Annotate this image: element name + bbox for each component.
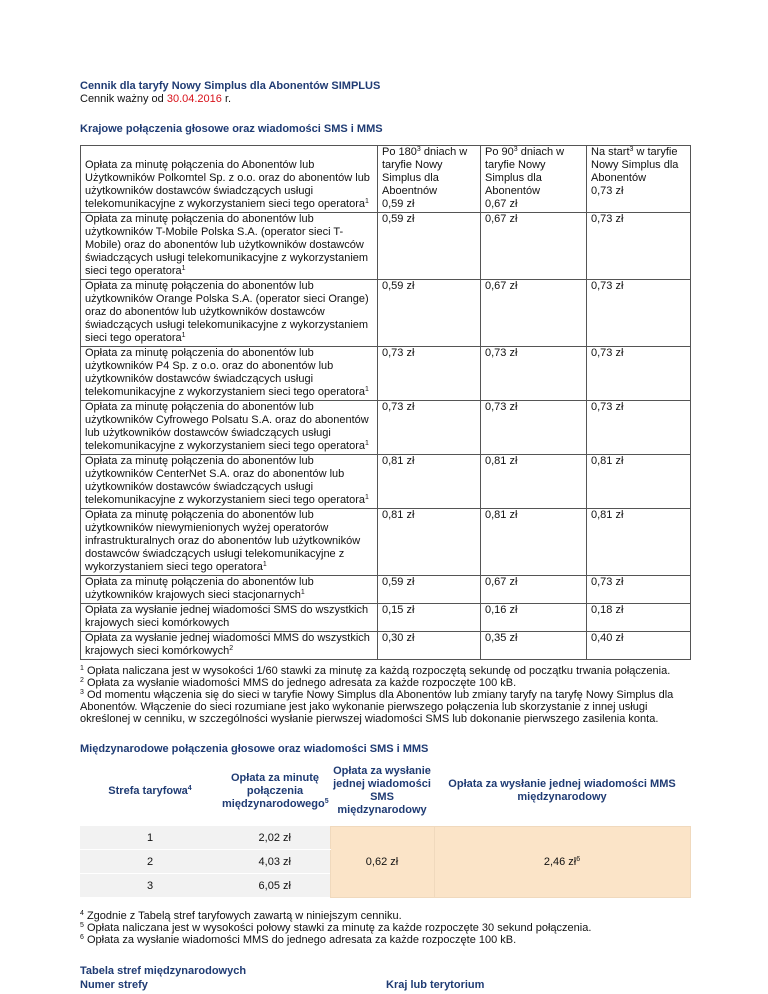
price-cell: 0,67 zł [481,213,587,280]
zone-minute-price: 2,02 zł [220,826,330,850]
header-sms-price: Opłata za wysłanie jednej wiadomości SMS międzynarodowy [333,764,431,816]
table-row [81,576,691,604]
row-label: Opłata za minutę połączenia do abonentów lub użytkowników Cyfrowego Polsatu S.A. oraz do abonentów lub użytkowników dostawców świadczących usługi telekomunikacyjne z wykorzystaniem sieci tego operatora$^1$ [81,401,378,455]
table-row [80,826,690,850]
price-cell: 0,81 zł [378,455,481,509]
price-cell: 0,73 zł [378,401,481,455]
price-cell: 0,73 zł [378,347,481,401]
domestic-footnotes [80,665,688,725]
international-section-title: Międzynarodowe połączenia głosowe oraz wiadomości SMS i MMS [80,743,429,755]
price-cell: 0,15 zł [378,604,481,632]
zones-table-header [80,978,688,992]
header-zone: Strefa taryfowa$^4$ [108,784,192,797]
price-cell: 0,73 zł [591,185,624,197]
table-row [81,347,691,401]
footnote: $^4$ Zgodnie z Tabelą stref taryfowych zawartą w niniejszym cenniku. [80,910,402,922]
price-cell: 0,40 zł [587,632,691,660]
footnote: $^6$ Opłata za wysłanie wiadomości MMS do jednego adresata za każde rozpoczęte 100 kB. [80,934,517,946]
zone-number: 2 [80,850,220,874]
zone-number: 1 [80,826,220,850]
price-cell: 0,81 zł [481,455,587,509]
table-row [81,509,691,576]
zone-minute-price: 4,03 zł [220,850,330,874]
row-label: Opłata za wysłanie jednej wiadomości SMS do wszystkich krajowych sieci komórkowych [81,604,378,632]
header-period-2: Po $90^3$ dniach w taryfie Nowy Simplus dla Abonentów 0,67 zł [481,146,587,213]
header-minute-price: Opłata za minutę połączenia międzynarodowego$^5$ [222,771,329,810]
price-cell: 0,73 zł [481,347,587,401]
table-row [81,401,691,455]
price-cell: 0,73 zł [481,401,587,455]
price-cell: 0,59 zł [378,280,481,347]
footnote: $^3$ Od momentu włączenia się do sieci w taryfie Nowy Simplus dla Abonentów lub zmiany taryfy na taryfę Nowy Simplus dla Abonentów. Włączenie do sieci rozumiane jest jako wykonanie pierwszego połączenia lub skorzystanie z innej usługi określonej w cenniku, w szczególności wysłanie pierwszej wiadomości SMS lub dokonanie pierwszego zasilenia konta. [80,689,674,725]
zone-number: 3 [80,874,220,898]
price-cell: 0,59 zł [378,576,481,604]
validity-line: Cennik ważny od 30.04.2016 r. [80,93,232,105]
table-row [81,632,691,660]
zones-table-title: Tabela stref międzynarodowych [80,965,247,977]
price-cell: 0,73 zł [587,280,691,347]
price-cell: 0,73 zł [587,401,691,455]
table-row [81,280,691,347]
price-cell: 0,18 zł [587,604,691,632]
table-row [81,455,691,509]
footnote: $^1$ Opłata naliczana jest w wysokości 1/60 stawki za minutę za każdą rozpoczętą sekundę od początku trwania połączenia. [80,665,671,677]
price-cell: 0,81 zł [481,509,587,576]
table-row [81,213,691,280]
price-cell: 0,59 zł [378,213,481,280]
price-cell: 0,81 zł [587,455,691,509]
row-label: Opłata za minutę połączenia do abonentów lub użytkowników niewymienionych wyżej operatorów infrastrukturalnych oraz do abonentów lub użytkowników dostawców świadczących usługi telekomunikacyjne z wykorzystaniem sieci tego operatora$^1$ [81,509,378,576]
price-cell: 0,73 zł [587,213,691,280]
price-cell: 0,81 zł [587,509,691,576]
row-label: Opłata za minutę połączenia do abonentów lub użytkowników P4 Sp. z o.o. oraz do abonentów lub użytkowników dostawców świadczących usługi telekomunikacyjne z wykorzystaniem sieci tego operatora$^1$ [81,347,378,401]
price-cell: 0,67 zł [485,198,518,210]
document-page [80,80,688,992]
price-cell: 0,67 zł [481,576,587,604]
footnote: $^5$ Opłata naliczana jest w wysokości połowy stawki za minutę za każde rozpoczęte 30 sekund połączenia. [80,922,592,934]
table-row [81,604,691,632]
price-cell: 0,30 zł [378,632,481,660]
row-label: Opłata za minutę połączenia do abonentów lub użytkowników T-Mobile Polska S.A. (operator sieci T-Mobile) oraz do abonentów lub użytkowników dostawców świadczących usługi telekomunikacyjne z wykorzystaniem sieci tego operatora$^1$ [81,213,378,280]
header-empty-cell: Opłata za minutę połączenia do Abonentów lub Użytkowników Polkomtel Sp. z o.o. oraz do abonentów lub użytkowników dostawców świadczących usługi telekomunikacyjne z wykorzystaniem sieci tego operatora$^1$ [81,146,378,213]
domestic-header-row [81,146,691,213]
domestic-price-table [80,145,691,660]
international-price-table [80,756,691,898]
mms-price: 2,46 $zł^6$ [434,826,690,898]
zone-minute-price: 6,05 zł [220,874,330,898]
price-cell: 0,67 zł [481,280,587,347]
header-country: Kraj lub terytorium [386,979,485,991]
price-cell: 0,59 zł [382,198,415,210]
price-cell: 0,81 zł [378,509,481,576]
price-cell: 0,35 zł [481,632,587,660]
sms-price: 0,62 zł [330,826,434,898]
row-label: Opłata za minutę połączenia do abonentów lub użytkowników krajowych sieci stacjonarnych$^1$ [81,576,378,604]
validity-date: 30.04.2016 [166,93,222,105]
document-title: Cennik dla taryfy Nowy Simplus dla Abonentów SIMPLUS [80,80,381,92]
price-cell: 0,16 zł [481,604,587,632]
header-period-1: Po $180^3$ dniach w taryfie Nowy Simplus dla Aboentnów 0,59 zł [378,146,481,213]
international-footnotes [80,910,688,946]
header-mms-price: Opłata za wysłanie jednej wiadomości MMS międzynarodowy [448,777,676,803]
price-cell: 0,73 zł [587,576,691,604]
header-zone-number: Numer strefy [80,979,148,991]
price-cell: 0,73 zł [587,347,691,401]
row-label: Opłata za wysłanie jednej wiadomości MMS do wszystkich krajowych sieci komórkowych$^2$ [81,632,378,660]
footnote: $^2$ Opłata za wysłanie wiadomości MMS do jednego adresata za każde rozpoczęte 100 kB. [80,677,517,689]
header-period-3: Na start$^3$ w taryfie Nowy Simplus dla Abonentów 0,73 zł [587,146,691,213]
row-label: Opłata za minutę połączenia do abonentów lub użytkowników CenterNet S.A. oraz do abonentów lub użytkowników dostawców świadczących usługi telekomunikacyjne z wykorzystaniem sieci tego operatora$^1$ [81,455,378,509]
row-label: Opłata za minutę połączenia do abonentów lub użytkowników Orange Polska S.A. (operator sieci Orange) oraz do abonentów lub użytkowników dostawców świadczących usługi telekomunikacyjne z wykorzystaniem sieci tego operatora$^1$ [81,280,378,347]
domestic-section-title: Krajowe połączenia głosowe oraz wiadomości SMS i MMS [80,123,383,135]
